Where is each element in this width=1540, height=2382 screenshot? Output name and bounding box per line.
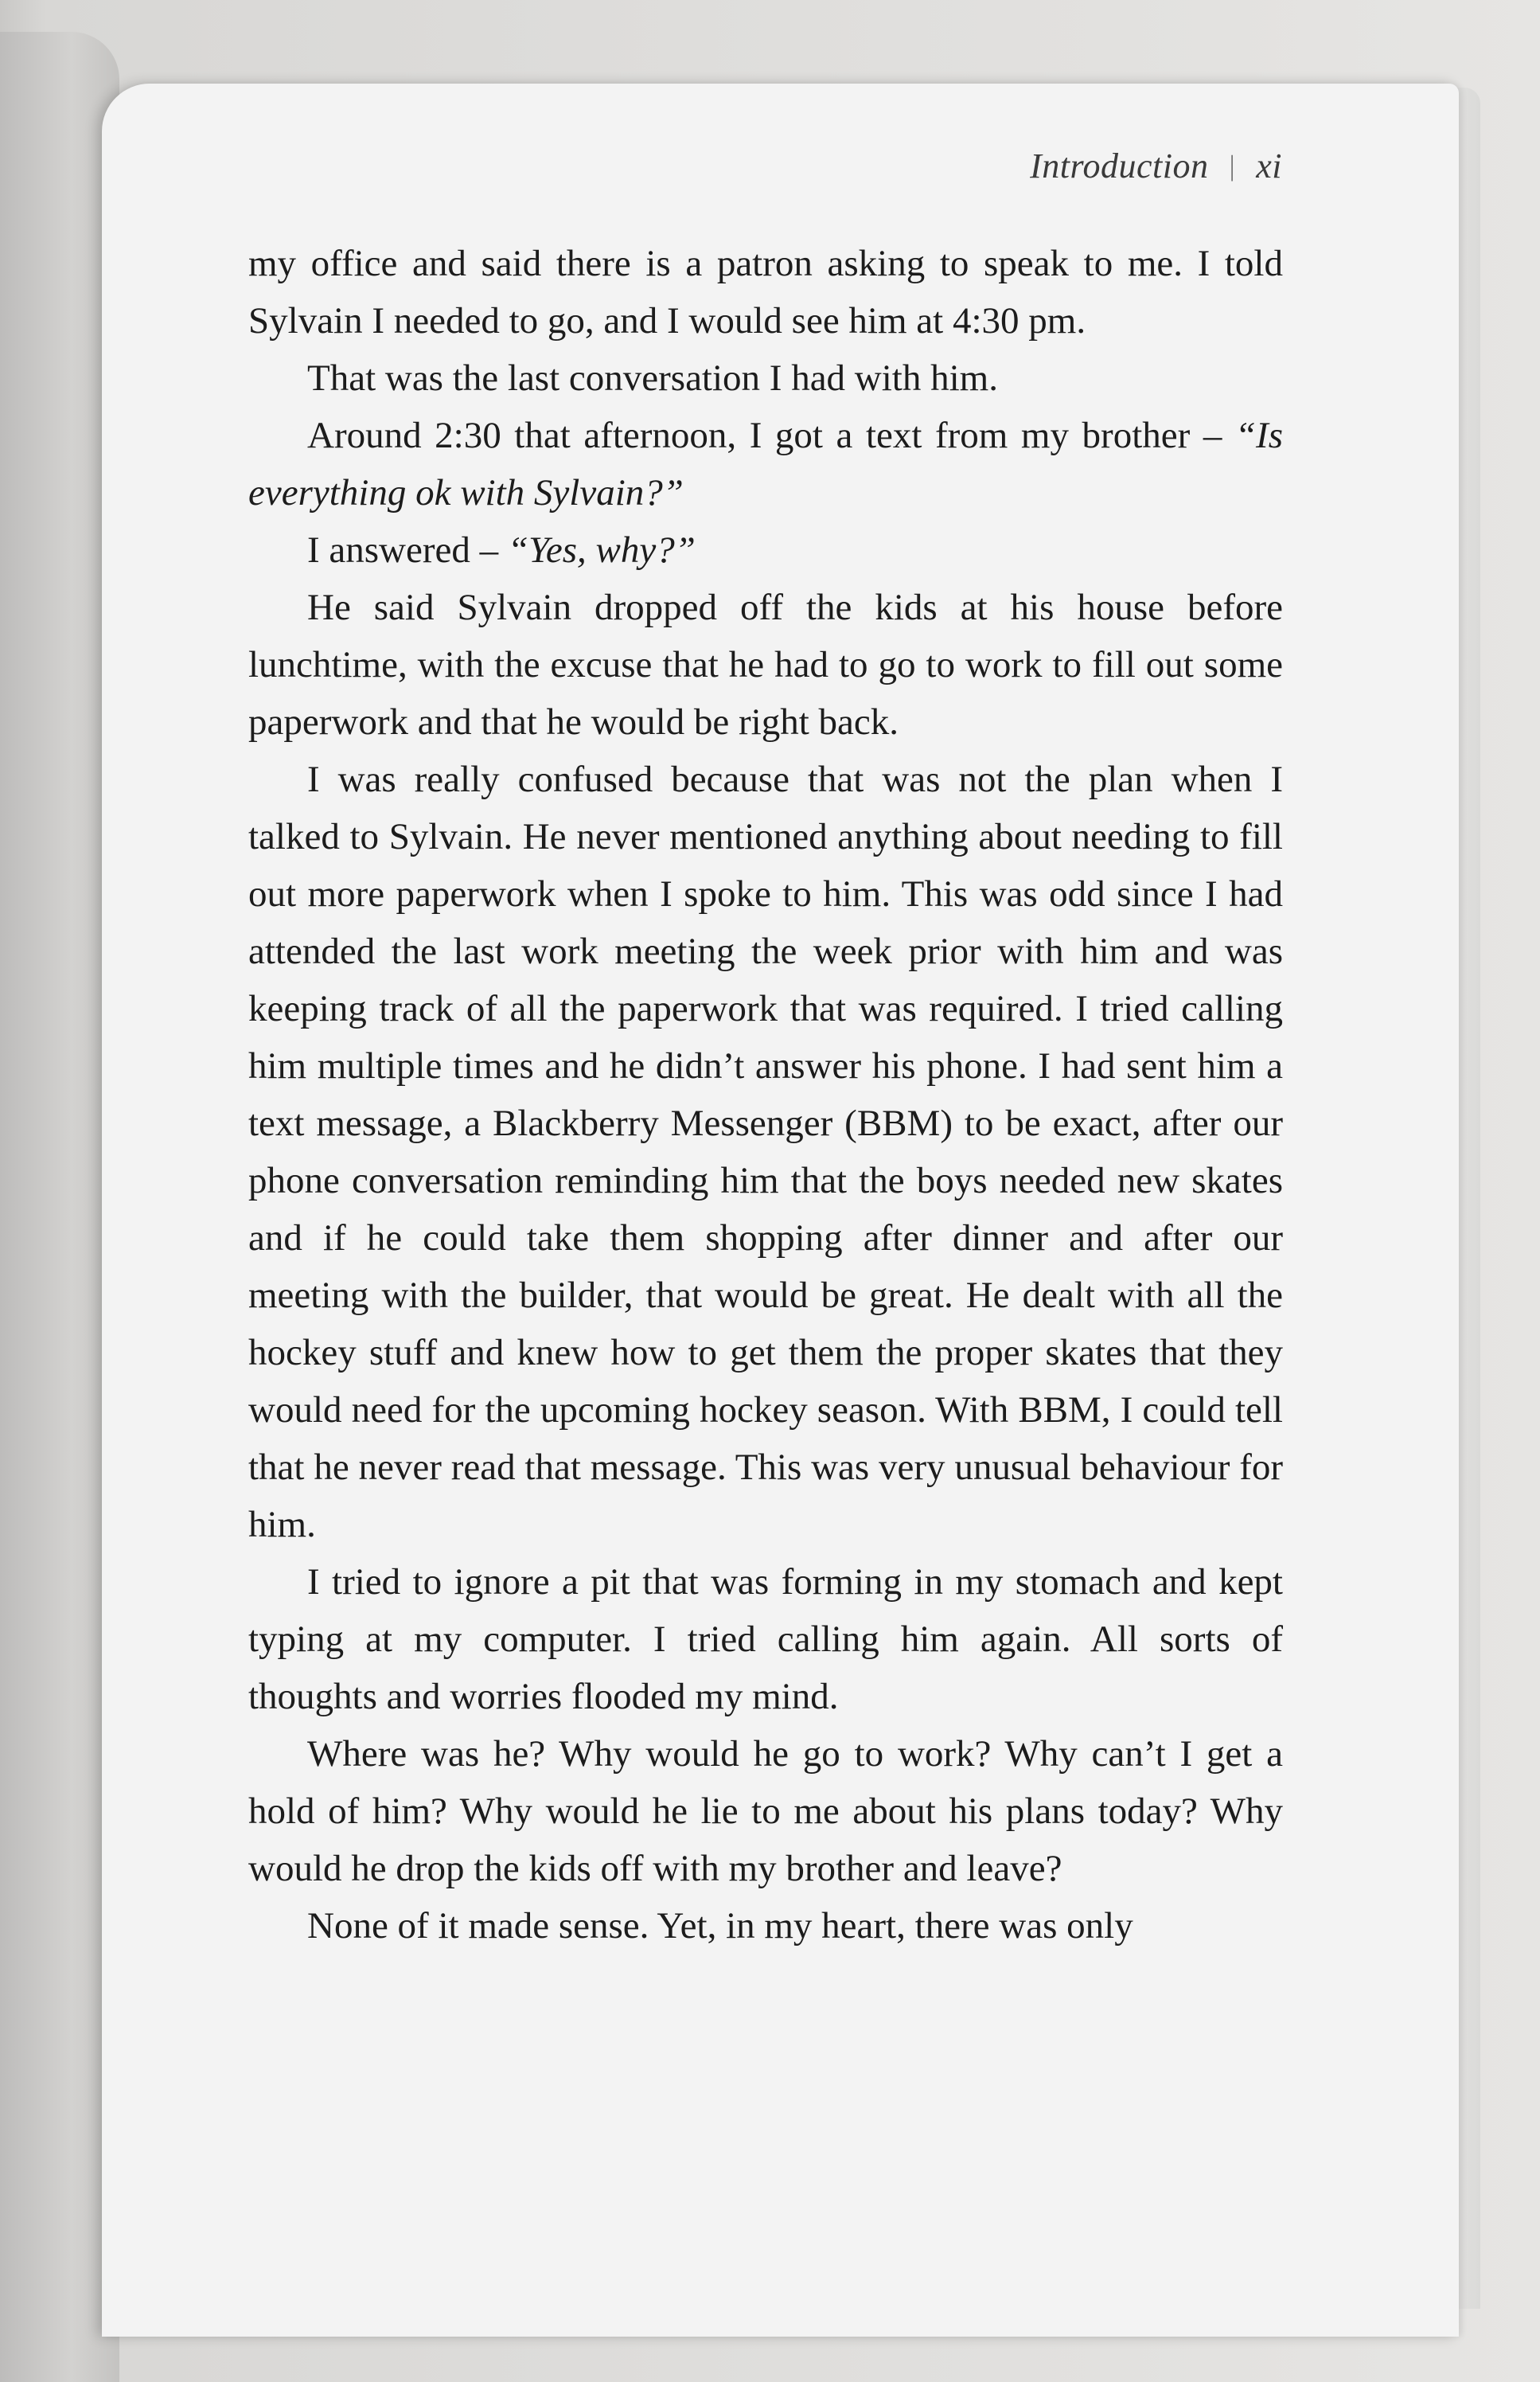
paragraph: my office and said there is a patron asking to speak to me. I told Sylvain I needed to go, and I would see him at 4:30 pm. [248, 243, 1283, 342]
paragraph-text: I answered – [307, 529, 508, 571]
running-head [1030, 146, 1282, 186]
paragraph: I was really confused because that was not the plan when I talked to Sylvain. He never mentioned anything about needing to fill out more paperwork when I spoke to him. This was odd since I had attended the last work meeting the week prior with him and was keeping track of all the paperwork that was required. I tried calling him multiple times and he didn’t answer his phone. I had sent him a text message, a Blackberry Messenger (BBM) to be exact, after our phone conversation reminding him that the boys needed new skates and if he could take them shopping after dinner and after our meeting with the builder, that would be great. He dealt with all the hockey stuff and knew how to get them the proper skates that they would need for the upcoming hockey season. With BBM, I could tell that he never read that message. This was very unusual behaviour for him. [248, 759, 1283, 1545]
section-title: Introduction [1030, 146, 1209, 185]
body-text [248, 235, 1283, 1954]
paragraph [248, 407, 1283, 521]
paragraph: None of it made sense. Yet, in my heart, there was only [307, 1905, 1133, 1947]
paragraph: Where was he? Why would he go to work? Why can’t I get a hold of him? Why would he lie to me about his plans today? Why would he drop the kids off with my brother and leave? [248, 1733, 1283, 1889]
paragraph: I tried to ignore a pit that was forming in my stomach and kept typing at my computer. I tried calling him again. All sorts of thoughts and worries flooded my mind. [248, 1561, 1283, 1717]
book-page [102, 84, 1459, 2337]
quoted-text-message: “Is everything ok with Sylvain?” [248, 415, 1283, 513]
page-number: xi [1256, 146, 1282, 185]
quoted-reply: “Yes, why?” [507, 529, 696, 571]
paragraph [248, 521, 1283, 579]
paragraph-text: Around 2:30 that afternoon, I got a text from my brother – [307, 415, 1235, 456]
header-separator: | [1229, 150, 1236, 182]
paragraph: That was the last conversation I had with him. [307, 357, 998, 399]
paragraph: He said Sylvain dropped off the kids at his house before lunchtime, with the excuse that he had to go to work to fill out some paperwork and that he would be right back. [248, 587, 1283, 743]
